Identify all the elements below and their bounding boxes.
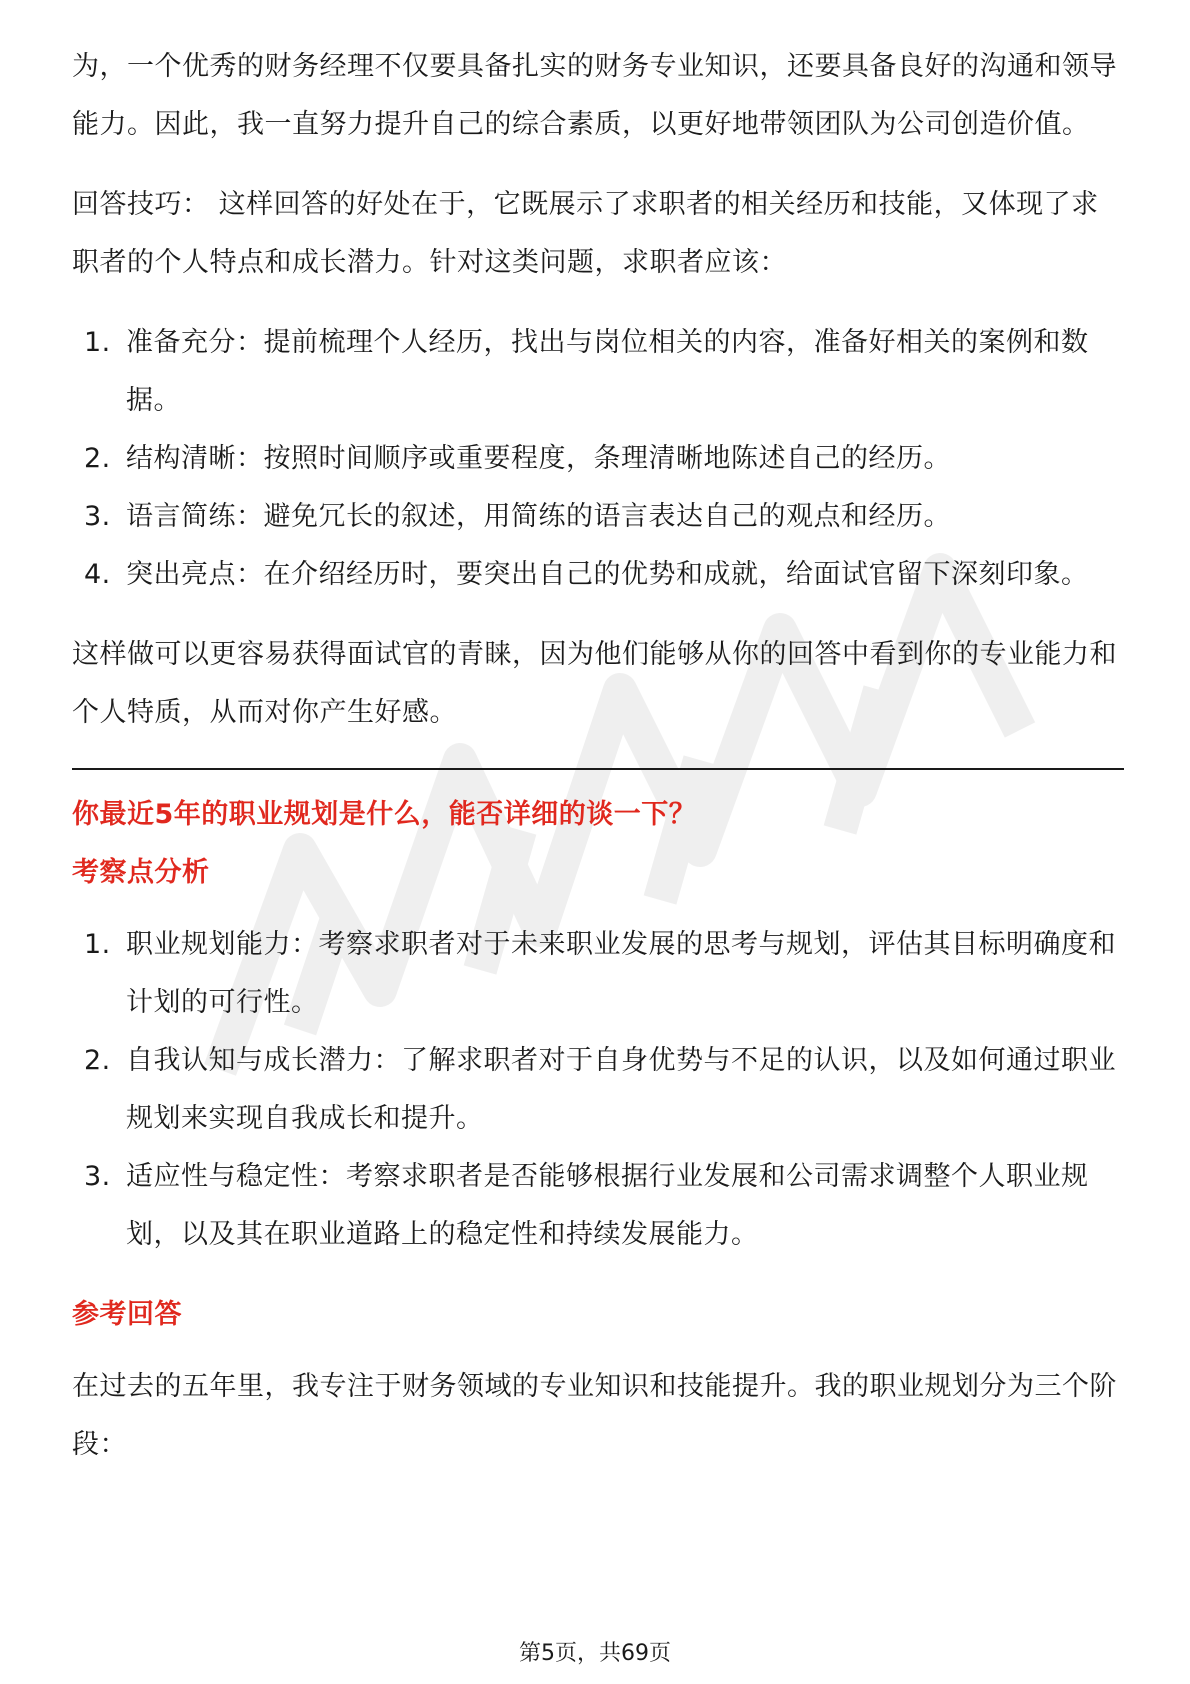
list-number: 2. <box>84 443 111 474</box>
reference-heading: 参考回答 <box>72 1299 182 1330</box>
list-item-text: 自我认知与成长潜力：了解求职者对于自身优势与不足的认识，以及如何通过职业规划来实现自我成长和提升。 <box>126 1045 1116 1134</box>
list-number: 3. <box>84 501 111 532</box>
tips-paragraph: 回答技巧： 这样回答的好处在于，它既展示了求职者的相关经历和技能，又体现了求职者的个人特点和成长潜力。针对这类问题，求职者应该： <box>72 189 1099 278</box>
intro-paragraph: 为，一个优秀的财务经理不仅要具备扎实的财务专业知识，还要具备良好的沟通和领导能力。因此，我一直努力提升自己的综合素质，以更好地带领团队为公司创造价值。 <box>72 51 1117 140</box>
list-number: 4. <box>84 559 111 590</box>
list-number: 2. <box>84 1045 111 1076</box>
document-page <box>72 38 1124 1496</box>
list-item-text: 准备充分：提前梳理个人经历，找出与岗位相关的内容，准备好相关的案例和数据。 <box>126 327 1089 416</box>
list-item <box>72 314 1124 430</box>
list-item-text: 突出亮点：在介绍经历时，要突出自己的优势和成就，给面试官留下深刻印象。 <box>126 559 1089 590</box>
conclusion-paragraph: 这样做可以更容易获得面试官的青睐，因为他们能够从你的回答中看到你的专业能力和个人特质，从而对你产生好感。 <box>72 639 1117 728</box>
list-item-text: 职业规划能力：考察求职者对于未来职业发展的思考与规划，评估其目标明确度和计划的可行性。 <box>126 929 1116 1018</box>
reference-paragraph: 在过去的五年里，我专注于财务领域的专业知识和技能提升。我的职业规划分为三个阶段： <box>72 1371 1117 1460</box>
question-title: 你最近5年的职业规划是什么，能否详细的谈一下？ <box>72 799 697 830</box>
list-item <box>72 430 1124 488</box>
list-item <box>72 1148 1124 1264</box>
section-divider <box>72 768 1124 770</box>
list-item-text: 适应性与稳定性：考察求职者是否能够根据行业发展和公司需求调整个人职业规划，以及其在职业道路上的稳定性和持续发展能力。 <box>126 1161 1089 1250</box>
analysis-list <box>72 916 1124 1264</box>
list-number: 1. <box>84 929 111 960</box>
tips-list <box>72 314 1124 604</box>
page-footer: 第5页，共69页 <box>519 1641 671 1666</box>
list-item <box>72 916 1124 1032</box>
list-item-text: 语言简练：避免冗长的叙述，用简练的语言表达自己的观点和经历。 <box>126 501 951 532</box>
list-item <box>72 546 1124 604</box>
list-item <box>72 1032 1124 1148</box>
list-number: 3. <box>84 1161 111 1192</box>
analysis-heading: 考察点分析 <box>72 857 210 888</box>
list-item-text: 结构清晰：按照时间顺序或重要程度，条理清晰地陈述自己的经历。 <box>126 443 951 474</box>
list-item <box>72 488 1124 546</box>
list-number: 1. <box>84 327 111 358</box>
